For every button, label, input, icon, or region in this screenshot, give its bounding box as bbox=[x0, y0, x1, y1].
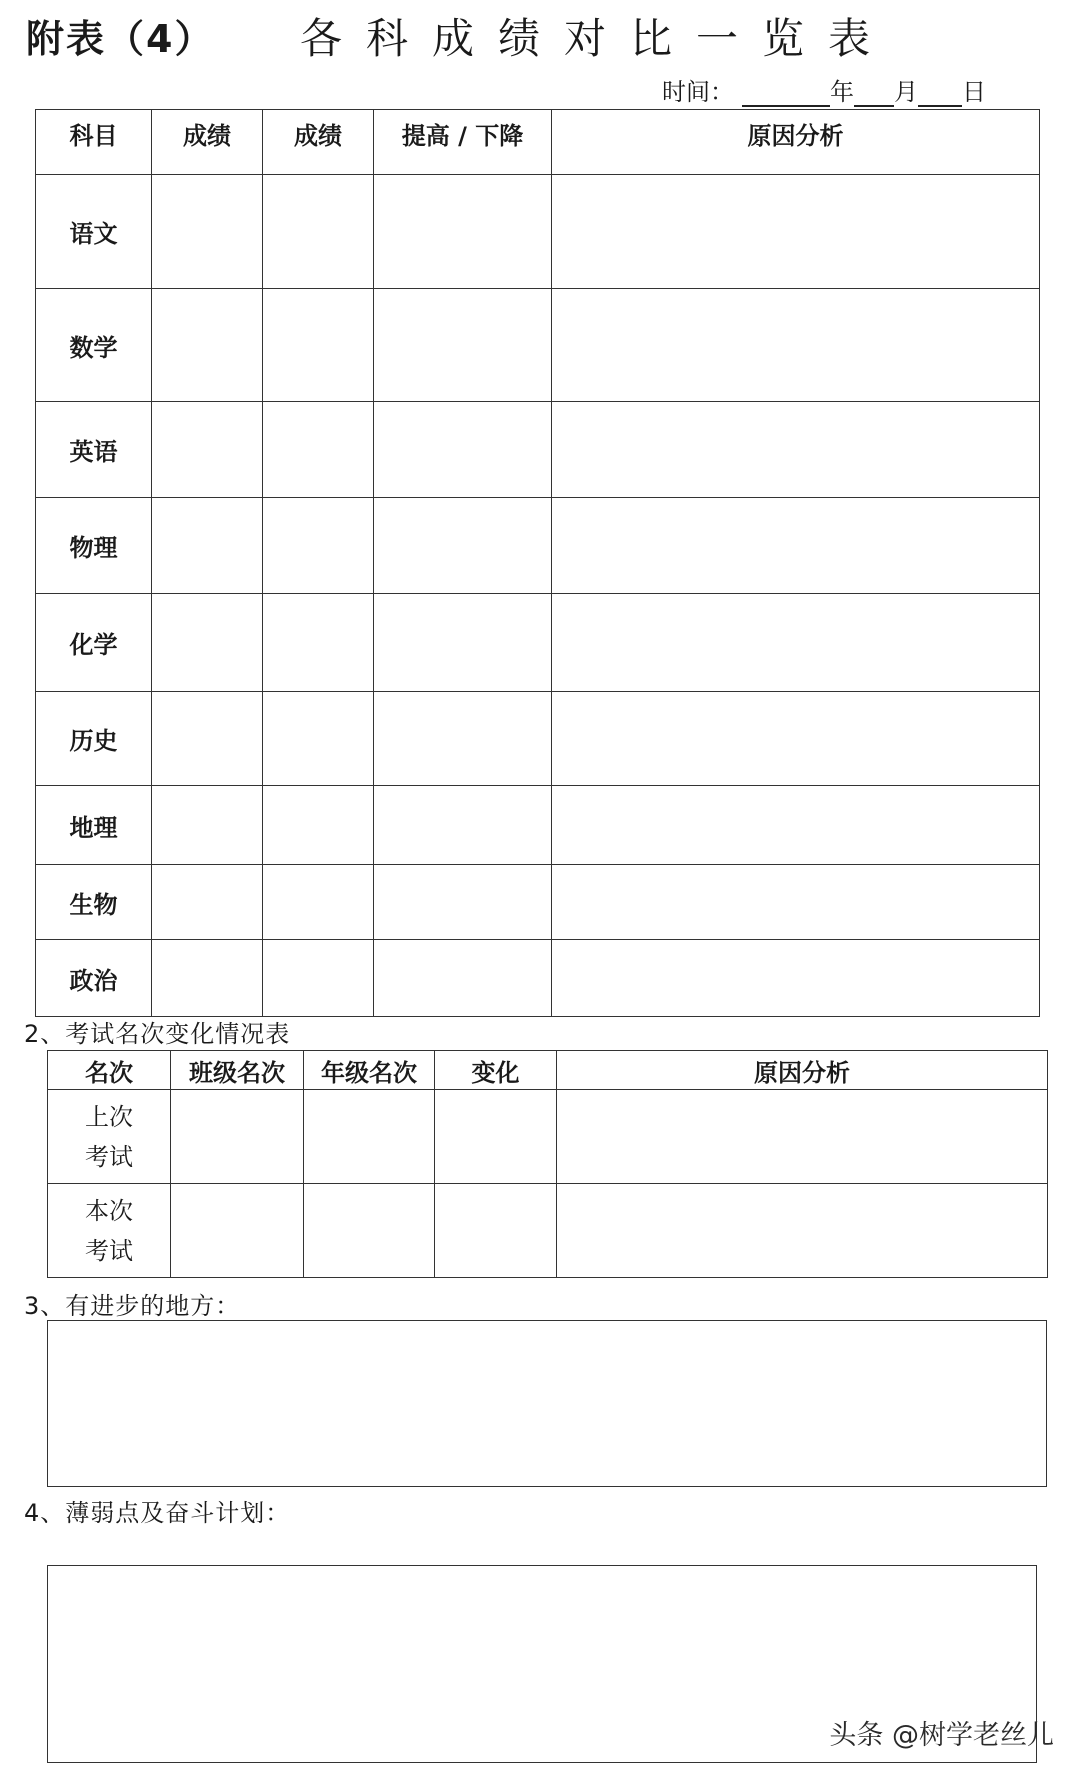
grade-rank-cell[interactable] bbox=[304, 1184, 435, 1278]
subject-cell: 化学 bbox=[36, 594, 152, 692]
exam-label-current bbox=[48, 1184, 171, 1278]
score-cell[interactable] bbox=[263, 289, 374, 402]
reason-cell[interactable] bbox=[552, 692, 1040, 786]
table-row bbox=[36, 692, 1040, 786]
progress-notes-box[interactable] bbox=[47, 1320, 1047, 1487]
score-cell[interactable] bbox=[263, 865, 374, 940]
change-cell[interactable] bbox=[374, 402, 552, 498]
reason-cell[interactable] bbox=[552, 175, 1040, 289]
reason-cell[interactable] bbox=[552, 289, 1040, 402]
score-cell[interactable] bbox=[152, 786, 263, 865]
exam-label-line: 考试 bbox=[85, 1236, 133, 1265]
table-row bbox=[36, 402, 1040, 498]
header-score-1: 成绩 bbox=[152, 110, 263, 175]
rank-change-cell[interactable] bbox=[435, 1184, 557, 1278]
table-row bbox=[36, 865, 1040, 940]
score-cell[interactable] bbox=[263, 402, 374, 498]
score-cell[interactable] bbox=[152, 498, 263, 594]
change-cell[interactable] bbox=[374, 786, 552, 865]
score-cell[interactable] bbox=[152, 940, 263, 1017]
header-reason: 原因分析 bbox=[552, 110, 1040, 175]
month-label: 月 bbox=[894, 78, 918, 106]
score-cell[interactable] bbox=[152, 594, 263, 692]
table-row bbox=[48, 1184, 1048, 1278]
section-3-title: 3、有进步的地方： bbox=[24, 1292, 241, 1320]
table-row bbox=[36, 175, 1040, 289]
header-change: 提高 / 下降 bbox=[374, 110, 552, 175]
exam-label-line: 上次 bbox=[85, 1102, 133, 1131]
header-score-2: 成绩 bbox=[263, 110, 374, 175]
subject-cell: 语文 bbox=[36, 175, 152, 289]
table-row bbox=[36, 786, 1040, 865]
score-cell[interactable] bbox=[152, 402, 263, 498]
table-row bbox=[48, 1090, 1048, 1184]
table-header-row bbox=[48, 1051, 1048, 1090]
exam-label-line: 本次 bbox=[85, 1196, 133, 1225]
score-cell[interactable] bbox=[152, 865, 263, 940]
table-row bbox=[36, 940, 1040, 1017]
score-cell[interactable] bbox=[263, 498, 374, 594]
header-class-rank: 班级名次 bbox=[171, 1051, 304, 1090]
day-blank[interactable] bbox=[918, 79, 962, 107]
subject-cell: 历史 bbox=[36, 692, 152, 786]
change-cell[interactable] bbox=[374, 692, 552, 786]
score-cell[interactable] bbox=[152, 692, 263, 786]
class-rank-cell[interactable] bbox=[171, 1090, 304, 1184]
header-rank: 名次 bbox=[48, 1051, 171, 1090]
subject-cell: 生物 bbox=[36, 865, 152, 940]
score-cell[interactable] bbox=[152, 289, 263, 402]
reason-cell[interactable] bbox=[552, 402, 1040, 498]
page-title: 各科成绩对比一览表 bbox=[300, 14, 895, 63]
change-cell[interactable] bbox=[374, 940, 552, 1017]
table-row bbox=[36, 498, 1040, 594]
month-blank[interactable] bbox=[854, 79, 894, 107]
change-cell[interactable] bbox=[374, 865, 552, 940]
reason-cell[interactable] bbox=[552, 940, 1040, 1017]
table-row bbox=[36, 289, 1040, 402]
day-label: 日 bbox=[962, 78, 986, 106]
score-cell[interactable] bbox=[263, 594, 374, 692]
section-2-title: 2、考试名次变化情况表 bbox=[24, 1020, 291, 1048]
class-rank-cell[interactable] bbox=[171, 1184, 304, 1278]
subject-cell: 数学 bbox=[36, 289, 152, 402]
reason-cell[interactable] bbox=[552, 865, 1040, 940]
header-grade-rank: 年级名次 bbox=[304, 1051, 435, 1090]
rank-change-cell[interactable] bbox=[435, 1090, 557, 1184]
change-cell[interactable] bbox=[374, 289, 552, 402]
score-cell[interactable] bbox=[263, 940, 374, 1017]
date-line bbox=[662, 72, 986, 107]
rank-change-table bbox=[47, 1050, 1048, 1278]
score-cell[interactable] bbox=[263, 692, 374, 786]
subject-cell: 地理 bbox=[36, 786, 152, 865]
reason-cell[interactable] bbox=[552, 786, 1040, 865]
score-cell[interactable] bbox=[263, 175, 374, 289]
rank-reason-cell[interactable] bbox=[557, 1184, 1048, 1278]
header-subject: 科目 bbox=[36, 110, 152, 175]
rank-reason-cell[interactable] bbox=[557, 1090, 1048, 1184]
appendix-label: 附表（4） bbox=[26, 17, 215, 61]
change-cell[interactable] bbox=[374, 594, 552, 692]
subject-cell: 物理 bbox=[36, 498, 152, 594]
year-label: 年 bbox=[830, 78, 854, 106]
reason-cell[interactable] bbox=[552, 498, 1040, 594]
change-cell[interactable] bbox=[374, 498, 552, 594]
section-4-title: 4、薄弱点及奋斗计划： bbox=[24, 1499, 291, 1527]
score-cell[interactable] bbox=[263, 786, 374, 865]
subject-cell: 英语 bbox=[36, 402, 152, 498]
grade-rank-cell[interactable] bbox=[304, 1090, 435, 1184]
change-cell[interactable] bbox=[374, 175, 552, 289]
subject-cell: 政治 bbox=[36, 940, 152, 1017]
header-rank-change: 变化 bbox=[435, 1051, 557, 1090]
year-blank[interactable] bbox=[742, 79, 830, 107]
exam-label-last bbox=[48, 1090, 171, 1184]
score-cell[interactable] bbox=[152, 175, 263, 289]
date-label: 时间： bbox=[662, 78, 734, 106]
table-header-row bbox=[36, 110, 1040, 175]
table-row bbox=[36, 594, 1040, 692]
exam-label-line: 考试 bbox=[85, 1142, 133, 1171]
subject-score-table bbox=[35, 109, 1040, 1017]
header-rank-reason: 原因分析 bbox=[557, 1051, 1048, 1090]
reason-cell[interactable] bbox=[552, 594, 1040, 692]
watermark: 头条 @树学老丝儿 bbox=[829, 1720, 1054, 1751]
